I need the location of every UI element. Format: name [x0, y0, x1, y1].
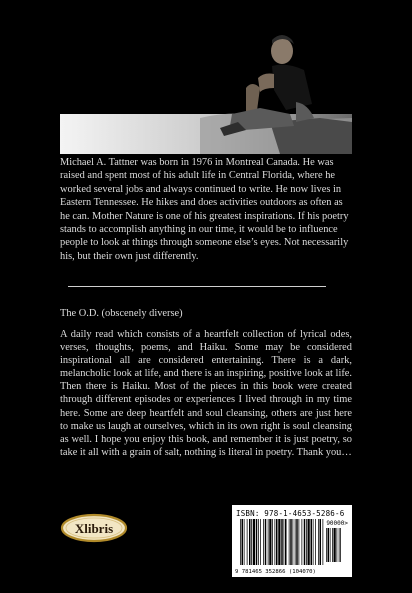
barcode-bar	[269, 519, 271, 565]
barcode-bar	[323, 519, 324, 565]
barcode-bar	[285, 519, 287, 565]
barcode-bar	[337, 528, 338, 562]
barcode-bar	[247, 519, 248, 565]
barcode-bar	[293, 519, 294, 565]
barcode-bar	[253, 519, 255, 565]
barcode-bar	[326, 528, 327, 562]
barcode-bar	[260, 519, 261, 565]
barcode-bar	[281, 519, 283, 565]
barcode-bar	[320, 519, 322, 565]
barcode-bar	[339, 528, 340, 562]
barcode-bar	[263, 519, 264, 565]
barcode-bar	[318, 519, 319, 565]
barcode-bar	[289, 519, 290, 565]
barcode-bar	[242, 519, 244, 565]
book-description: A daily read which consists of a heartfelt collection of lyrical odes, verses, thoughts, poems, and Haiku. Some may be considered inspirational all are considered entertaining. There is a dark, melancholic look at life, and there is an inspiring, positive look at life. Then there is Haiku. Most of the pieces in this book were created through different episodes or experiences I lived through in my time here. Some are deep heartfelt and soul cleansing, others are just here to make us laugh at ourselves, which in its own right is soul cleansing as well. I hope you enjoy this book, and remember it is just poetry, so take it all with a grain of salt, nothing is literal in poetry. Thank you…	[60, 329, 352, 458]
barcode-bar	[258, 519, 259, 565]
barcode-bar	[272, 519, 273, 565]
author-photo	[60, 18, 352, 154]
barcode-bar	[290, 519, 292, 565]
barcode-bar	[256, 519, 258, 565]
barcode-bar	[340, 528, 341, 562]
barcode-bar	[244, 519, 245, 565]
barcode-bar	[265, 519, 267, 565]
barcode-bar	[278, 519, 280, 565]
barcode-bar	[330, 528, 331, 562]
price-code: 90000>	[326, 520, 348, 527]
barcode-bar	[304, 519, 306, 565]
barcode-panel	[232, 505, 352, 577]
barcode-bar	[268, 519, 269, 565]
barcode-bar	[296, 519, 298, 565]
publisher-logo-text: Xlibris	[74, 521, 114, 536]
barcode-bar	[251, 519, 252, 565]
barcode-bar	[308, 519, 310, 565]
isbn-text: ISBN: 978-1-4653-5286-6	[236, 509, 345, 518]
barcode-bar	[302, 519, 303, 565]
barcode-bar	[284, 519, 285, 565]
barcode-bar	[306, 519, 307, 565]
book-title: The O.D. (obscenely diverse)	[60, 308, 183, 319]
barcode-bar	[295, 519, 296, 565]
xlibris-logo-icon	[60, 512, 128, 544]
barcode-bar	[332, 528, 333, 562]
barcode-bars	[240, 519, 324, 565]
barcode-bar	[275, 519, 276, 565]
publisher-logo	[60, 512, 128, 544]
barcode-bar	[240, 519, 241, 565]
divider	[68, 286, 326, 287]
barcode-bar	[313, 519, 314, 565]
barcode-bar	[276, 519, 278, 565]
barcode-digits: 9 781465 352866 (104070)	[235, 569, 316, 575]
barcode-bar	[299, 519, 300, 565]
barcode-bar	[315, 519, 316, 565]
author-photo-image	[60, 18, 352, 154]
barcode-addon-bars	[326, 528, 348, 562]
author-bio: Michael A. Tattner was born in 1976 in Montreal Canada. He was raised and spent most of his adult life in Central Florida, where he worked several jobs and always continued to write. He now lives in Eastern Tennessee. He hikes and does activities outdoors as often as he can. Mother Nature is one of his greatest inspirations. If his poetry stands to accomplish anything in our time, it would be to influence people to look at things through someone else’s eyes. Not necessarily his, but their own just differently.	[60, 157, 349, 262]
barcode-bar	[249, 519, 251, 565]
barcode-bar	[311, 519, 313, 565]
barcode-bar	[328, 528, 330, 562]
barcode-bar	[334, 528, 336, 562]
